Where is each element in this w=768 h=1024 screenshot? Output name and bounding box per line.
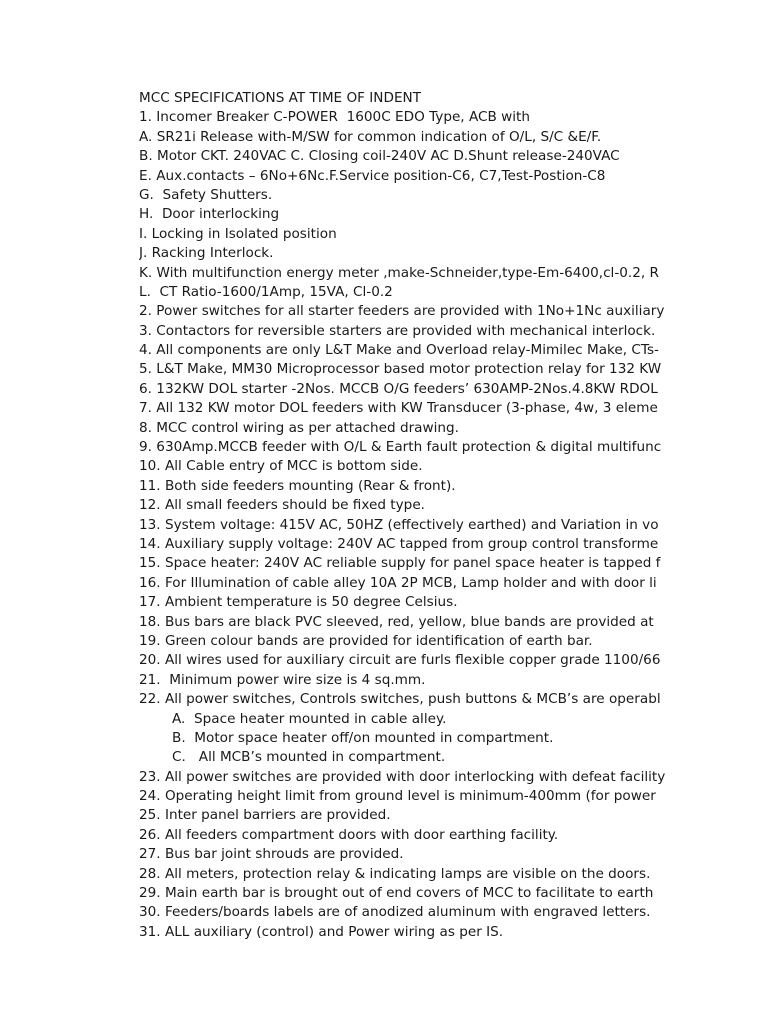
spec-line: 9. 630Amp.MCCB feeder with O/L & Earth fault protection & digital multifunc (139, 439, 662, 456)
spec-line: 20. All wires used for auxiliary circuit are furls flexible copper grade 1100/66 (139, 652, 661, 669)
spec-line: 10. All Cable entry of MCC is bottom side. (139, 458, 423, 475)
spec-line: B. Motor space heater off/on mounted in compartment. (172, 729, 554, 746)
spec-line: 6. 132KW DOL starter -2Nos. MCCB O/G feeders’ 630AMP-2Nos.4.8KW RDOL (139, 380, 658, 397)
spec-line: L. CT Ratio-1600/1Amp, 15VA, Cl-0.2 (139, 283, 393, 300)
spec-line: 23. All power switches are provided with door interlocking with defeat facility (139, 768, 666, 785)
spec-line: 25. Inter panel barriers are provided. (139, 807, 391, 824)
specification-text (139, 89, 668, 942)
spec-line: 3. Contactors for reversible starters are provided with mechanical interlock. (139, 322, 656, 339)
spec-line: E. Aux.contacts – 6No+6Nc.F.Service position-C6, C7,Test-Postion-C8 (139, 167, 606, 184)
spec-line: 15. Space heater: 240V AC reliable supply for panel space heater is tapped f (139, 555, 661, 572)
spec-line: H. Door interlocking (139, 206, 280, 223)
spec-line: J. Racking Interlock. (139, 245, 274, 262)
spec-line: 2. Power switches for all starter feeders are provided with 1No+1Nc auxiliary (139, 303, 665, 320)
spec-line: 26. All feeders compartment doors with door earthing facility. (139, 826, 559, 843)
spec-line: 19. Green colour bands are provided for identification of earth bar. (139, 632, 593, 649)
spec-line: I. Locking in Isolated position (139, 225, 337, 242)
spec-line: K. With multifunction energy meter ,make-Schneider,type-Em-6400,cl-0.2, R (139, 264, 659, 281)
spec-line: A. Space heater mounted in cable alley. (172, 710, 447, 727)
spec-line: 18. Bus bars are black PVC sleeved, red, yellow, blue bands are provided at (139, 613, 654, 630)
spec-line: 5. L&T Make, MM30 Microprocessor based motor protection relay for 132 KW (139, 361, 662, 378)
spec-line: 12. All small feeders should be fixed type. (139, 497, 425, 514)
spec-line: 14. Auxiliary supply voltage: 240V AC tapped from group control transforme (139, 535, 659, 552)
spec-line: 29. Main earth bar is brought out of end covers of MCC to facilitate to earth (139, 885, 654, 902)
spec-line: 21. Minimum power wire size is 4 sq.mm. (139, 671, 426, 688)
spec-line: G. Safety Shutters. (139, 186, 273, 203)
spec-line: 13. System voltage: 415V AC, 50HZ (effectively earthed) and Variation in vo (139, 516, 659, 533)
spec-line: 7. All 132 KW motor DOL feeders with KW Transducer (3-phase, 4w, 3 eleme (139, 400, 658, 417)
spec-line: 1. Incomer Breaker C-POWER 1600C EDO Type, ACB with (139, 109, 530, 126)
spec-line: 27. Bus bar joint shrouds are provided. (139, 846, 404, 863)
spec-line: 31. ALL auxiliary (control) and Power wiring as per IS. (139, 923, 504, 940)
spec-line: 30. Feeders/boards labels are of anodized aluminum with engraved letters. (139, 904, 651, 921)
spec-line: 22. All power switches, Controls switches, push buttons & MCB’s are operabl (139, 691, 661, 708)
spec-line: 24. Operating height limit from ground level is minimum-400mm (for power (139, 788, 656, 805)
spec-line: B. Motor CKT. 240VAC C. Closing coil-240V AC D.Shunt release-240VAC (139, 148, 620, 165)
document-title: MCC SPECIFICATIONS AT TIME OF INDENT (139, 90, 422, 106)
spec-line: 28. All meters, protection relay & indicating lamps are visible on the doors. (139, 865, 651, 882)
spec-line: 11. Both side feeders mounting (Rear & front). (139, 477, 456, 494)
spec-line: 8. MCC control wiring as per attached drawing. (139, 419, 459, 436)
spec-line: 4. All components are only L&T Make and Overload relay-Mimilec Make, CTs- (139, 342, 659, 359)
spec-line: C. All MCB’s mounted in compartment. (172, 749, 446, 766)
spec-line: A. SR21i Release with-M/SW for common indication of O/L, S/C &E/F. (139, 128, 602, 145)
spec-line: 17. Ambient temperature is 50 degree Celsius. (139, 594, 458, 611)
spec-line: 16. For Illumination of cable alley 10A 2P MCB, Lamp holder and with door li (139, 574, 657, 591)
